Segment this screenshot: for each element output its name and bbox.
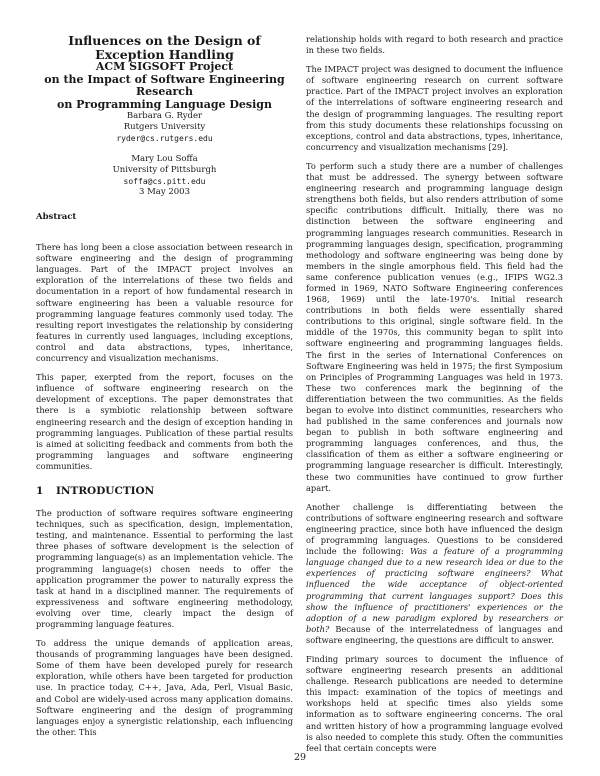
paper-subtitle-line-2: on the Impact of Software Engineering [44,72,285,86]
body-paragraph: Finding primary sources to document the influence of software engineering research presents an additional challenge. Research publications are needed to determine this impact: examination of the topics of meetings and workshops held at specific times also yields some information as to software engineering concerns. The oral and written history of how a programming language evolved is also needed to complete this study. Often the communities feel that certain concepts were [306,653,563,753]
body-paragraph [306,502,563,646]
author-affiliation: University of Pittsburgh [112,165,217,175]
body-paragraph: To perform such a study there are a number of challenges that must be addressed. The synergy between software engineering research and programming language design strengthens both fields, but also renders attribution of some specific contributions difficult. Initially, there was no distinction between the software engineering and programming languages research communities. Research in programming languages design, specification, programming methodology and software engineering was being done by members in the single amorphous field. This field had the same conference publication venues (e.g., IFIPS WG2.3 formed in 1969, NATO Software Engineering conferences 1968, 1969) until the late-1970's. Initial research contributions in both fields were essentially shared contributions to this original, single software field. In the middle of the 1970s, this community began to split into software engineering and programming languages fields. The first in the series of International Conferences on Software Engineering was held in 1975; the first Symposium on Principles of Programming Languages was held in 1973. These two conferences mark the beginning of the differentiation between the two communities. As the fields began to evolve into distinct communities, researchers who had published in the same conferences and journals now began to publish in both software engineering and programming languages conferences, and thus, the classification of them as either a software engineering or programming language researcher is difficult. Interestingly, these two communities have continued to grow further apart. [306,160,563,493]
paper-subtitle-line-1: ACM SIGSOFT Project [95,60,234,73]
body-text: Because of the interrelatedness of languages and software engineering, the questions are difficult to answer. [306,623,563,645]
body-paragraph: relationship holds with regard to both research and practice in these two fields. [306,34,563,56]
abstract-paragraph: This paper, exerpted from the report, focuses on the influence of software engineering research on the development of exceptions. The paper demonstrates that there is a symbiotic relationship between software engineering research and the design of exception handing in programming languages. Publication of these partial results is aimed at soliciting feedback and comments from both the programming languages and software engineering communities. [36,372,293,471]
body-paragraph: To address the unique demands of application areas, thousands of programming languages have been designed. Some of them have been developed purely for research exploration, while others have been targeted for production use. In practice today, C++, Java, Ada, Perl, Visual Basic, and Cobol are widely-used across many application domains. Software engineering and the design of programming languages enjoy a synergistic relationship, each influencing the other. This [36,638,293,737]
right-column [306,34,563,762]
title-block [36,34,293,198]
paper-date: 3 May 2003 [138,187,191,197]
author-name: Barbara G. Ryder [126,111,203,121]
emphasized-questions: Was a feature of a programming language changed due to a new research idea or due to the experiences of practicing software engineers? What influenced the wide acceptance of object-oriented programming that current languages support? Does this show the influence of practitioners' experiences or the adoption of a new paradigm explored by researchers or both? [306,546,563,634]
author-email: soffa@cs.pitt.edu [123,177,206,186]
section-heading [36,486,293,497]
author-email: ryder@cs.rutgers.edu [116,134,213,143]
section-title: INTRODUCTION [56,484,155,497]
paper-title-line-2: Exception Handling [95,46,234,62]
paper-title-line-1: Influences on the Design of [68,33,261,48]
section-number: 1 [36,484,44,497]
author-name: Mary Lou Soffa [131,154,198,164]
abstract-heading: Abstract [36,212,77,222]
paper-subtitle-line-4: on Programming Language Design [57,97,272,111]
body-text: Another challenge is differentiating between the contributions of software engineering research and software engineering practice, since both have influenced the design of programming languages. Questions to be considered include the following: [306,501,563,557]
body-paragraph: The production of software requires software engineering techniques, such as specification, design, implementation, testing, and maintenance. Essential to performing the last three phases of software development is the selection of programming language(s) as an implementation vehicle. The programming language(s) chosen needs to offer the application programmer the power to naturally express the task at hand in a disciplined manner. The requirements of expressiveness and software engineering methodology, evolving over time, clearly impact the design of programming language features. [36,508,293,629]
paper-subtitle-line-3: Research [136,85,193,98]
page-number: 29 [293,752,307,763]
left-column [36,34,293,746]
author-affiliation: Rutgers University [123,122,206,132]
abstract-paragraph: There has long been a close association between research in software engineering and the design of programming languages. Part of the IMPACT project involves an exploration of the interrelations of these two fields and documentation in a report of how fundamental research in software engineering has been a valuable resource for programming language features commonly used today. The resulting report investigates the relationship by considering features in currently used languages, including exceptions, control and data abstractions, types, inheritance, concurrency and visualization mechanisms. [36,242,293,364]
body-paragraph: The IMPACT project was designed to document the influence of software engineering research on current software practice. Part of the IMPACT project involves an exploration of the interrelations of software engineering research and the design of programming languages. The resulting report from this study documents these relationships focussing on exceptions, control and data abstractions, types, inheritance, concurrency and visualization mechanisms [29]. [306,64,563,152]
